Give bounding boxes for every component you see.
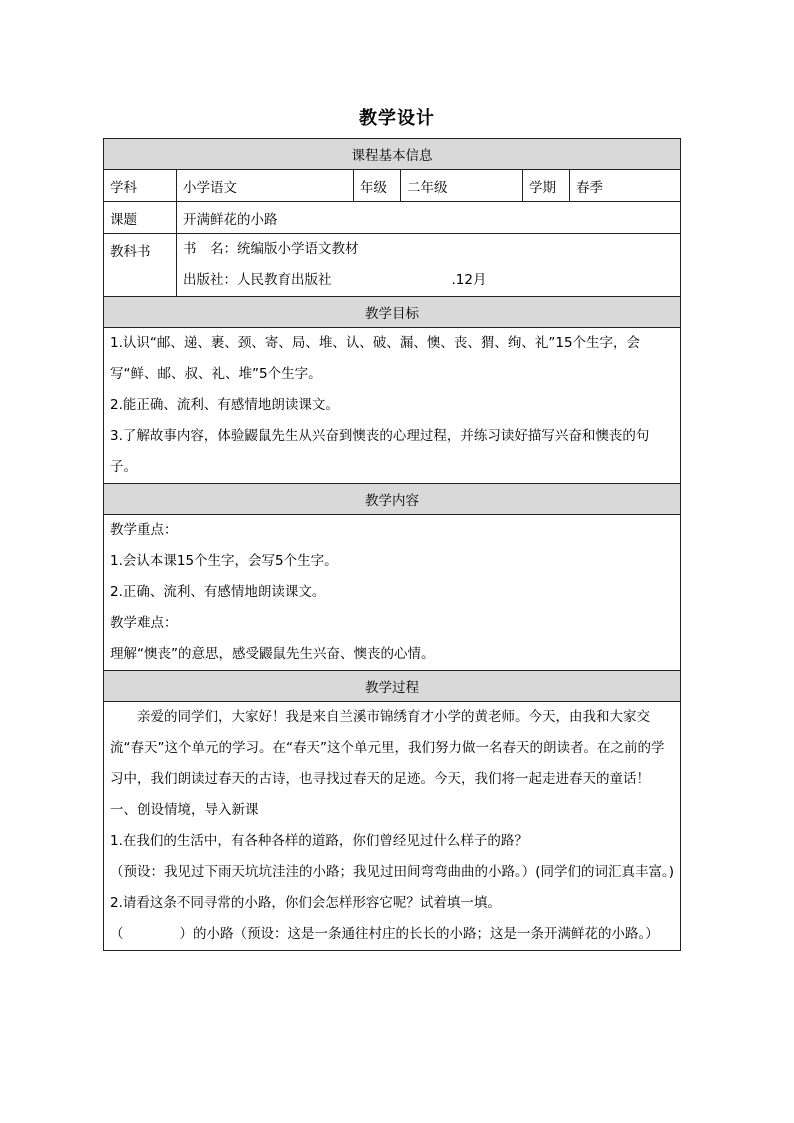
process-cell [104,702,681,951]
content-row [104,515,681,671]
section-header-row [104,671,681,702]
lesson-label: 课题 [104,202,177,234]
publisher: 出版社：人民教育出版社 [183,272,332,288]
goal-item: 3.了解故事内容，体验鼹鼠先生从兴奋到懊丧的心理过程，并练习读好描写兴奋和懊丧的句子。 [110,428,650,475]
section-header-row [104,484,681,515]
key-point-item: 1.会认本课15个生字，会写5个生字。 [110,553,338,569]
process-question: 1.在我们的生活中，有各种各样的道路，你们曾经见过什么样子的路？ [110,833,528,849]
section-process: 教学过程 [104,671,681,702]
key-points-label: 教学重点： [110,522,178,538]
section-header-row [104,297,681,328]
difficult-point-item: 理解“懊丧”的意思，感受鼹鼠先生兴奋、懊丧的心情。 [110,646,435,662]
lesson-plan-table [103,138,681,951]
textbook-value [177,234,681,297]
book-name: 书 名：统编版小学语文教材 [183,241,359,257]
difficult-points-label: 教学难点： [110,615,178,631]
publication-month: .12月 [451,272,487,288]
section-goals: 教学目标 [104,297,681,328]
subject-label: 学科 [104,170,177,202]
section-content: 教学内容 [104,484,681,515]
basic-info-row [104,170,681,202]
key-point-item: 2.正确、流利、有感情地朗读课文。 [110,584,326,600]
process-intro: 亲爱的同学们，大家好！我是来自兰溪市锦绣育才小学的黄老师。今天，由我和大家交流“春天”这个单元的学习。在“春天”这个单元里，我们努力做一名春天的朗读者。在之前的学习中，我们朗读过春天的古诗，也寻找过春天的足迹。今天，我们将一起走进春天的童话！ [110,709,665,787]
goal-item: 2.能正确、流利、有感情地朗读课文。 [110,397,339,413]
process-fill-blank [110,919,674,950]
content-cell [104,515,681,671]
fill-open: （ [110,926,124,942]
process-question: 2.请看这条不同寻常的小路，你们会怎样形容它呢？试着填一填。 [110,895,501,911]
term-value: 春季 [570,170,681,202]
lesson-value: 开满鲜花的小路 [177,202,681,234]
textbook-row [104,234,681,297]
process-answer: （预设：我见过下雨天坑坑洼洼的小路；我见过田间弯弯曲曲的小路。）(同学们的词汇真丰富。) [110,864,675,880]
process-row [104,702,681,951]
goals-cell [104,328,681,484]
process-step-heading: 一、创设情境，导入新课 [110,802,259,818]
subject-value: 小学语文 [177,170,354,202]
section-basic-info: 课程基本信息 [104,139,681,170]
fill-rest: ）的小路（预设：这是一条通往村庄的长长的小路；这是一条开满鲜花的小路。） [179,926,659,942]
goal-item: 1.认识“邮、递、裹、颈、寄、局、堆、认、破、漏、懊、丧、猬、绚、礼”15个生字，会写“鲜、邮、叔、礼、堆”5个生字。 [110,335,641,382]
document-title: 教学设计 [359,108,435,129]
section-header-row [104,139,681,170]
grade-value: 二年级 [401,170,523,202]
lesson-row [104,202,681,234]
grade-label: 年级 [354,170,401,202]
term-label: 学期 [523,170,570,202]
textbook-label: 教科书 [104,234,177,297]
publisher-line [183,265,674,296]
goals-row [104,328,681,484]
